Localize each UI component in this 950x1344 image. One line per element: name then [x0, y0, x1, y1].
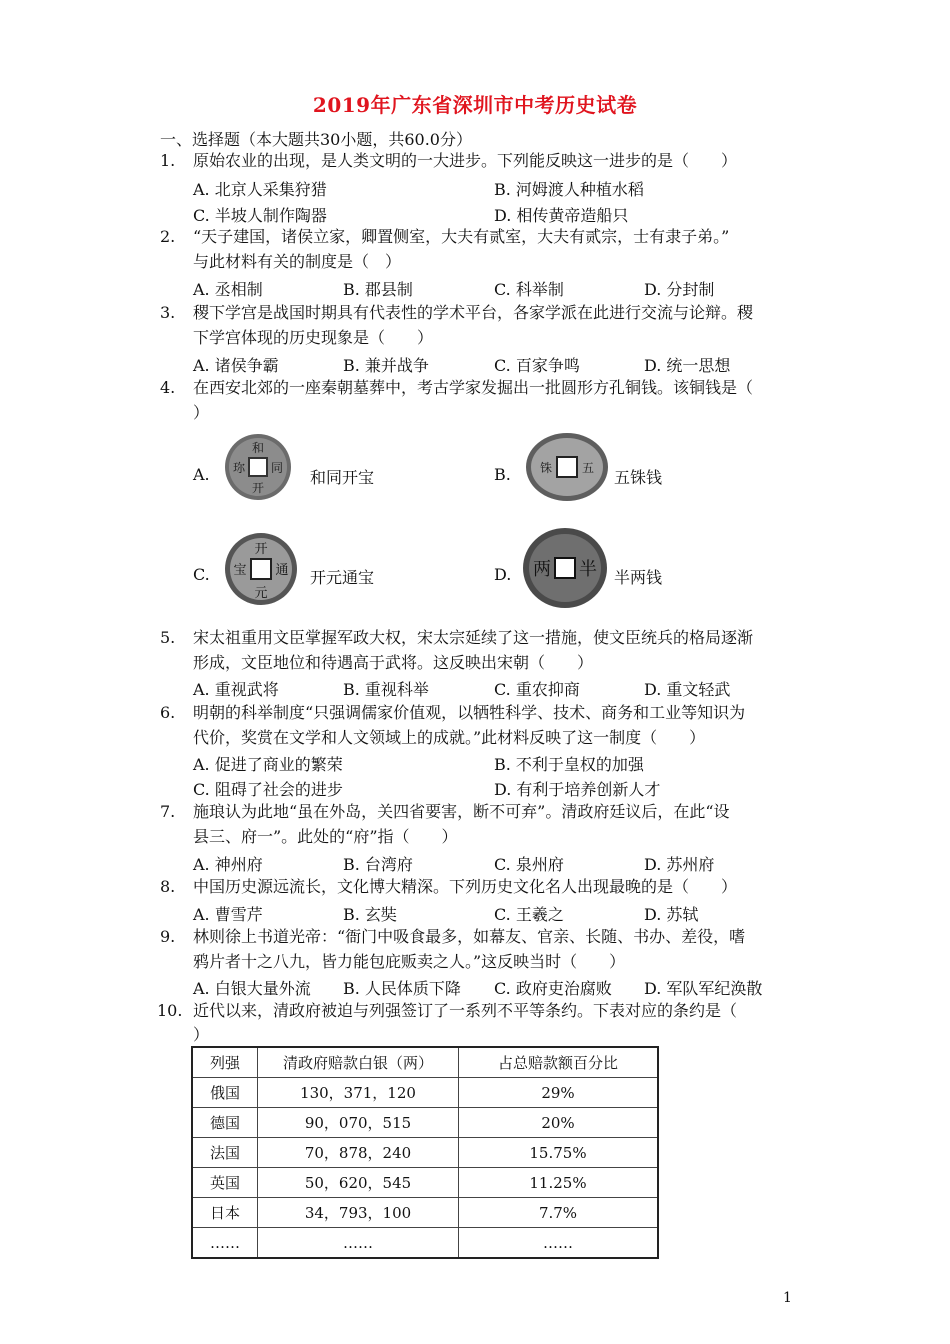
- coin-char: 五: [581, 461, 595, 475]
- table-cell: 34，793，100: [258, 1198, 459, 1228]
- table-cell: 29%: [459, 1078, 659, 1108]
- coin-char: 同: [270, 461, 284, 475]
- option-d: D. 统一思想: [644, 356, 731, 375]
- table-row: [192, 1108, 658, 1138]
- question-text: 原始农业的出现，是人类文明的一大进步。下列能反映这一进步的是（ ）: [193, 151, 738, 170]
- question-text-line2: 县三、府一”。此处的“府”指（ ）: [193, 827, 458, 846]
- option-d: D. 有利于培养创新人才: [494, 780, 661, 799]
- option-a: A. 诸侯争霸: [193, 356, 279, 375]
- table-row: [192, 1228, 658, 1259]
- option-d: D. 重文轻武: [644, 680, 731, 699]
- question-text-line1: 近代以来，清政府被迫与列强签订了一系列不平等条约。下表对应的条约是（: [193, 1001, 738, 1020]
- question-text-line2: 代价，奖赏在文学和人文领域上的成就。”此材料反映了这一制度（ ）: [193, 728, 706, 747]
- table-cell: 15.75%: [459, 1138, 659, 1168]
- page-number: 1: [783, 1290, 792, 1306]
- question-text-line1: 明朝的科举制度“只强调儒家价值观，以牺牲科学、技术、商务和工业等知识为: [193, 703, 746, 722]
- question-number: 4.: [160, 378, 176, 397]
- table-cell: 德国: [192, 1108, 258, 1138]
- option-d: D. 相传黄帝造船只: [494, 206, 629, 225]
- table-row: [192, 1198, 658, 1228]
- coin-label: 和同开宝: [310, 468, 375, 487]
- question-text-line1: 林则徐上书道光帝：“衙门中吸食最多，如幕友、官亲、长随、书办、差役，嗜: [193, 927, 746, 946]
- table-header: 占总赔款额百分比: [459, 1047, 659, 1078]
- option-a: A. 神州府: [193, 855, 263, 874]
- option-a: A. 白银大量外流: [193, 979, 311, 998]
- question-text: 中国历史源远流长，文化博大精深。下列历史文化名人出现最晚的是（ ）: [193, 877, 738, 896]
- option-a: A.: [193, 465, 210, 484]
- option-c: C.: [193, 565, 210, 584]
- coin-label: 半两钱: [614, 568, 663, 587]
- option-a: A. 丞相制: [193, 280, 263, 299]
- option-b: B. 郡县制: [343, 280, 413, 299]
- question-number: 10.: [157, 1001, 183, 1020]
- question-number: 3.: [160, 303, 176, 322]
- table-cell: 7.7%: [459, 1198, 659, 1228]
- option-d: D. 苏轼: [644, 905, 699, 924]
- question-text-line2: ）: [193, 403, 210, 422]
- option-c: C. 泉州府: [494, 855, 564, 874]
- table-cell: 法国: [192, 1138, 258, 1168]
- question-number: 7.: [160, 802, 176, 821]
- question-text-line2: 形成，文臣地位和待遇高于武将。这反映出宋朝（ ）: [193, 653, 594, 672]
- coin-image-hetong: [223, 432, 293, 502]
- option-b: B. 河姆渡人种植水稻: [494, 180, 644, 199]
- question-text-line1: 宋太祖重用文臣掌握军政大权，宋太宗延续了这一措施，使文臣统兵的格局逐渐: [193, 628, 754, 647]
- question-text-line2: 下学宫体现的历史现象是（ ）: [193, 328, 434, 347]
- option-c: C. 半坡人制作陶器: [193, 206, 327, 225]
- option-c: C. 政府吏治腐败: [494, 979, 612, 998]
- question-number: 9.: [160, 927, 176, 946]
- coin-char: 半: [579, 559, 597, 580]
- question-text-line2: 鸦片者十之八九，皆力能包庇贩卖之人。”这反映当时（ ）: [193, 952, 626, 971]
- table-cell: 50，620，545: [258, 1168, 459, 1198]
- option-b: B. 兼并战争: [343, 356, 429, 375]
- option-b: B. 重视科举: [343, 680, 429, 699]
- question-text-line1: “天子建国，诸侯立家，卿置侧室，大夫有贰室，大夫有贰宗，士有隶子弟。”: [193, 227, 730, 246]
- coin-image-wuzhu: [524, 432, 610, 502]
- coin-char: 宝: [233, 563, 247, 578]
- option-b: B. 玄奘: [343, 905, 397, 924]
- table-cell: ……: [192, 1228, 258, 1259]
- table-header-row: [192, 1047, 658, 1078]
- coin-char: 珎: [232, 461, 246, 475]
- question-number: 1.: [160, 151, 176, 170]
- table-row: [192, 1168, 658, 1198]
- table-cell: 俄国: [192, 1078, 258, 1108]
- option-d: D. 分封制: [644, 280, 715, 299]
- question-number: 6.: [160, 703, 176, 722]
- table-row: [192, 1078, 658, 1108]
- question-text-line1: 在西安北郊的一座秦朝墓葬中，考古学家发掘出一批圆形方孔铜钱。该铜钱是（: [193, 378, 754, 397]
- coin-char: 和: [251, 441, 265, 455]
- option-c: C. 百家争鸣: [494, 356, 580, 375]
- coin-char: 元: [254, 586, 268, 601]
- table-cell: 11.25%: [459, 1168, 659, 1198]
- coin-char: 开: [254, 542, 268, 557]
- table-cell: 90，070，515: [258, 1108, 459, 1138]
- question-text-line2: ）: [193, 1025, 210, 1044]
- option-b: B. 人民体质下降: [343, 979, 461, 998]
- option-c: C. 阻碍了社会的进步: [193, 780, 343, 799]
- table-cell: 20%: [459, 1108, 659, 1138]
- exam-title: 2019年广东省深圳市中考历史试卷: [312, 93, 638, 117]
- coin-label: 五铢钱: [614, 468, 663, 487]
- question-number: 2.: [160, 227, 176, 246]
- coin-image-kaiyuan: [223, 531, 299, 607]
- table-cell: ……: [258, 1228, 459, 1259]
- table-cell: 日本: [192, 1198, 258, 1228]
- option-d: D.: [494, 565, 512, 584]
- table-cell: ……: [459, 1228, 659, 1259]
- coin-label: 开元通宝: [310, 568, 375, 587]
- question-text-line1: 稷下学宫是战国时期具有代表性的学术平台，各家学派在此进行交流与论辩。稷: [193, 303, 754, 322]
- option-a: A. 曹雪芹: [193, 905, 263, 924]
- table-header: 清政府赔款白银（两）: [258, 1047, 459, 1078]
- question-number: 5.: [160, 628, 176, 647]
- option-a: A. 北京人采集狩猎: [193, 180, 327, 199]
- section-heading: 一、选择题（本大题共30小题，共60.0分）: [160, 130, 472, 149]
- coin-char: 铢: [539, 461, 553, 475]
- table-cell: 英国: [192, 1168, 258, 1198]
- option-a: A. 促进了商业的繁荣: [193, 755, 343, 774]
- table-row: [192, 1138, 658, 1168]
- option-c: C. 科举制: [494, 280, 564, 299]
- question-text-line1: 施琅认为此地“虽在外岛，关四省要害，断不可弃”。清政府廷议后，在此“设: [193, 802, 730, 821]
- indemnity-table: [191, 1046, 659, 1259]
- coin-char: 开: [251, 481, 265, 495]
- option-d: D. 苏州府: [644, 855, 715, 874]
- table-cell: 130，371，120: [258, 1078, 459, 1108]
- question-text-line2: 与此材料有关的制度是（ ）: [193, 252, 402, 271]
- option-c: C. 王羲之: [494, 905, 564, 924]
- option-b: B. 不利于皇权的加强: [494, 755, 644, 774]
- option-a: A. 重视武将: [193, 680, 279, 699]
- coin-char: 两: [533, 559, 551, 580]
- option-b: B. 台湾府: [343, 855, 413, 874]
- coin-image-banliang: [522, 527, 608, 609]
- coin-char: 通: [275, 563, 289, 578]
- table-cell: 70，878，240: [258, 1138, 459, 1168]
- question-number: 8.: [160, 877, 176, 896]
- table-header: 列强: [192, 1047, 258, 1078]
- option-d: D. 军队军纪涣散: [644, 979, 763, 998]
- option-b: B.: [494, 465, 511, 484]
- option-c: C. 重农抑商: [494, 680, 580, 699]
